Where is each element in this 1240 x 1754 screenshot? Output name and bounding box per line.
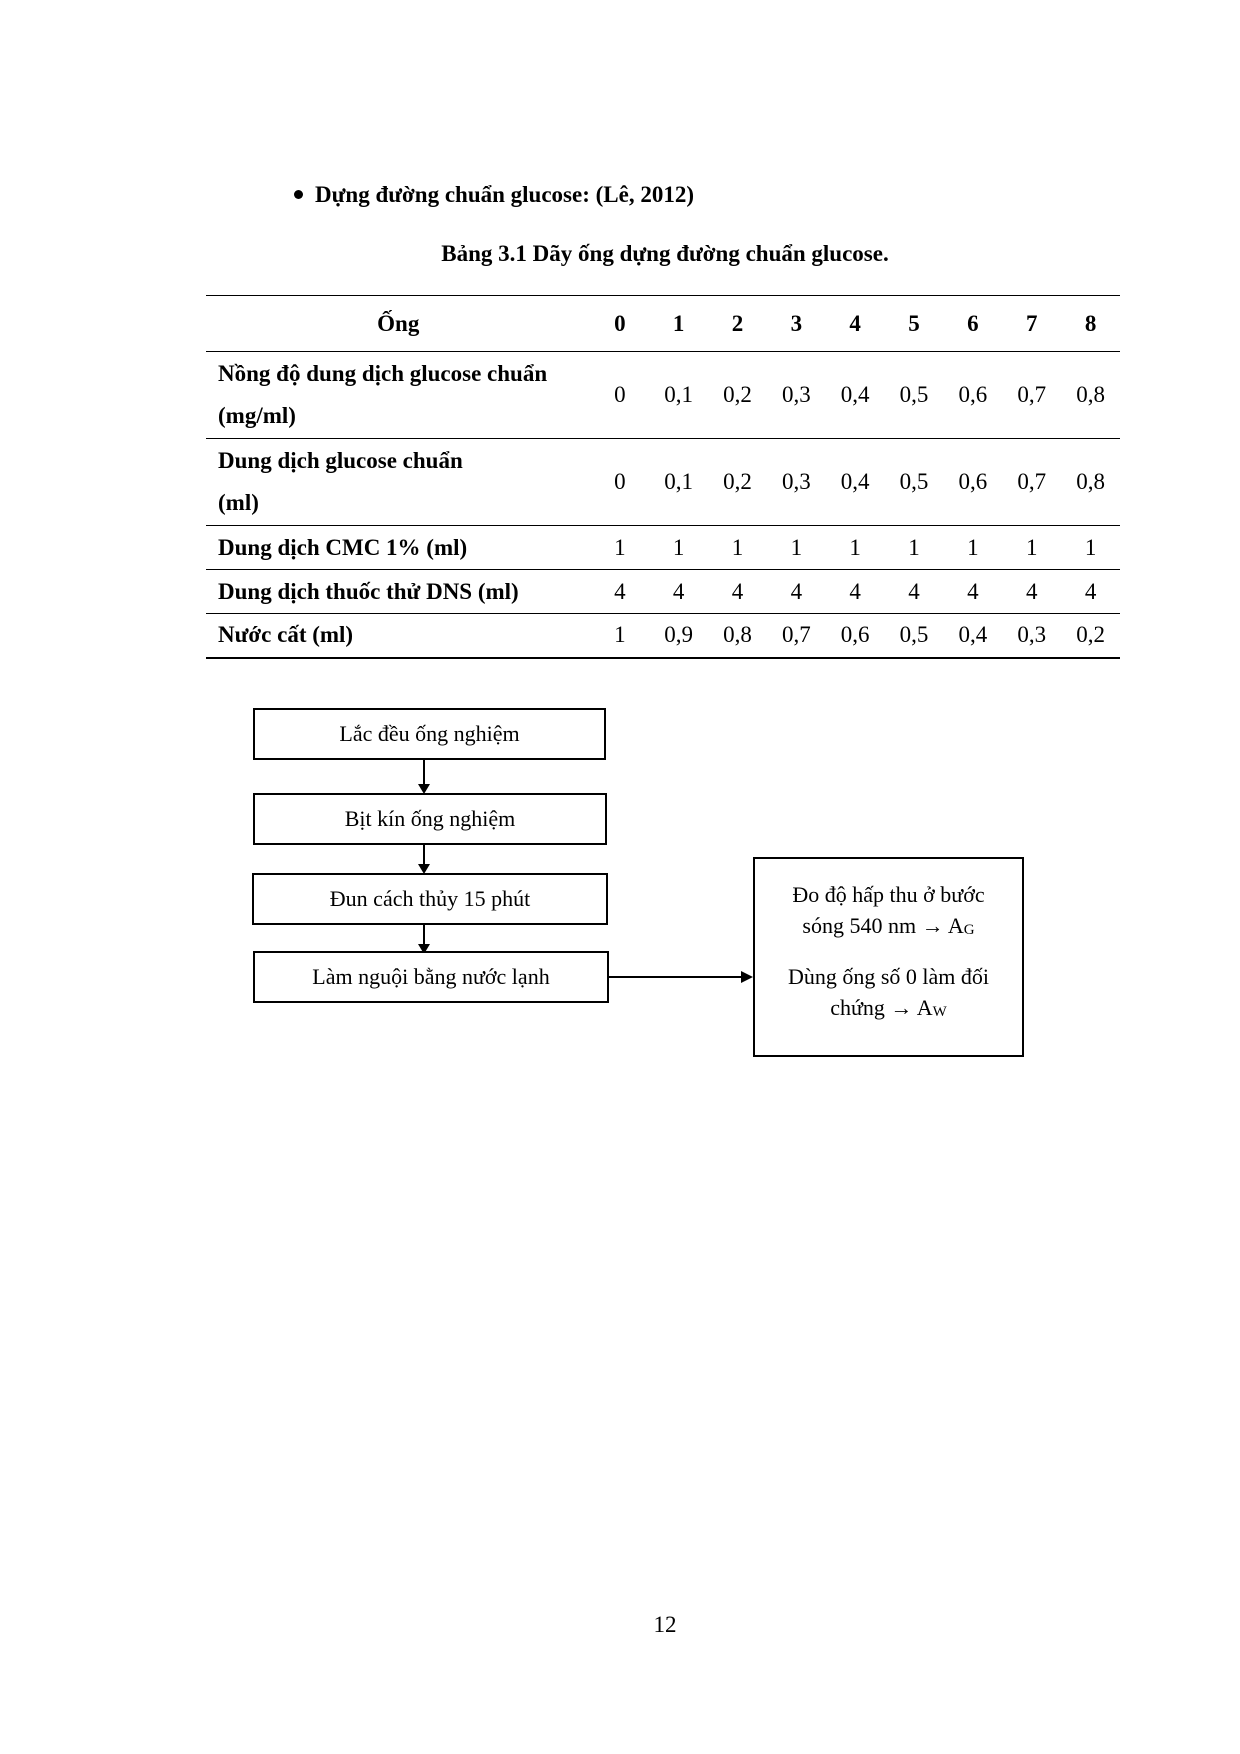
section-heading-text: Dựng đường chuẩn glucose: (Lê, 2012): [315, 182, 694, 207]
table-header-tube: 4: [826, 296, 885, 352]
result-line: chứng → A: [830, 995, 933, 1020]
table-cell: 1: [649, 526, 708, 570]
table-header-tube: 0: [590, 296, 649, 352]
flow-arrow-line: [423, 925, 425, 945]
table-caption: Bảng 3.1 Dãy ống dựng đường chuẩn glucose.: [441, 241, 889, 266]
flow-result-box: [753, 857, 1024, 1057]
row-label-line: Nồng độ dung dịch glucose chuẩn: [218, 361, 548, 386]
table-header-label: Ống: [206, 296, 590, 352]
table-cell: 0,9: [649, 614, 708, 658]
table-cell: 0,8: [708, 614, 767, 658]
result-line: Đo độ hấp thu ở bước: [792, 882, 985, 907]
result-subscript: W: [932, 1004, 947, 1020]
table-cell: 4: [1061, 570, 1120, 614]
table-cell: 4: [943, 570, 1002, 614]
table-cell: 0,7: [1002, 352, 1061, 439]
glucose-standard-table: [206, 295, 1120, 659]
result-line: sóng 540 nm → A: [802, 913, 964, 938]
table-cell: 4: [885, 570, 944, 614]
section-heading: [294, 180, 694, 210]
table-row: [206, 439, 1120, 526]
flow-arrow-line: [609, 976, 742, 978]
table-cell: 1: [943, 526, 1002, 570]
row-label: [206, 352, 590, 439]
table-cell: 0,8: [1061, 352, 1120, 439]
table-cell: 0,4: [826, 352, 885, 439]
table-cell: 0,2: [708, 439, 767, 526]
table-header-row: [206, 296, 1120, 352]
table-cell: 1: [1002, 526, 1061, 570]
table-cell: 1: [590, 526, 649, 570]
table-cell: 4: [826, 570, 885, 614]
table-row: [206, 614, 1120, 658]
flow-step-cool: Làm nguội bằng nước lạnh: [253, 951, 609, 1003]
table-cell: 0,5: [885, 352, 944, 439]
table-cell: 0,6: [826, 614, 885, 658]
row-label-line: Dung dịch glucose chuẩn: [218, 448, 463, 473]
flow-step-seal: Bịt kín ống nghiệm: [253, 793, 607, 845]
table-cell: 0,7: [767, 614, 826, 658]
table-cell: 0,3: [767, 439, 826, 526]
table-cell: 4: [708, 570, 767, 614]
table-cell: 4: [590, 570, 649, 614]
bullet-icon: [294, 190, 303, 199]
result-text: [755, 961, 1022, 1027]
table-cell: 1: [1061, 526, 1120, 570]
flow-arrow-line: [423, 760, 425, 784]
table-cell: 1: [590, 614, 649, 658]
result-text: [755, 879, 1022, 945]
table-cell: 0: [590, 352, 649, 439]
table-cell: 1: [767, 526, 826, 570]
row-label: [206, 439, 590, 526]
table-cell: 4: [767, 570, 826, 614]
table-header-tube: 3: [767, 296, 826, 352]
table-cell: 0,5: [885, 614, 944, 658]
table-header-tube: 8: [1061, 296, 1120, 352]
table-header-tube: 7: [1002, 296, 1061, 352]
row-label-line: (ml): [218, 490, 259, 515]
page-number: 12: [653, 1612, 677, 1637]
table-cell: 1: [708, 526, 767, 570]
table-row: [206, 570, 1120, 614]
table-cell: 0,3: [767, 352, 826, 439]
table-cell: 0,7: [1002, 439, 1061, 526]
table-cell: 0,2: [1061, 614, 1120, 658]
table-header-tube: 1: [649, 296, 708, 352]
table-cell: 0,8: [1061, 439, 1120, 526]
table-row: [206, 352, 1120, 439]
arrow-right-icon: [741, 971, 753, 983]
table-cell: 0,4: [826, 439, 885, 526]
flow-step-shake: Lắc đều ống nghiệm: [253, 708, 606, 760]
table-cell: 0,6: [943, 439, 1002, 526]
table-cell: 4: [649, 570, 708, 614]
table-cell: 4: [1002, 570, 1061, 614]
table-cell: 0: [590, 439, 649, 526]
table-cell: 0,1: [649, 352, 708, 439]
table-header-tube: 5: [885, 296, 944, 352]
table-cell: 0,3: [1002, 614, 1061, 658]
result-subscript: G: [963, 922, 975, 938]
row-label: Nước cất (ml): [206, 614, 590, 658]
row-label: Dung dịch thuốc thử DNS (ml): [206, 570, 590, 614]
flow-step-waterbath: Đun cách thủy 15 phút: [252, 873, 608, 925]
table-header-tube: 6: [943, 296, 1002, 352]
row-label: Dung dịch CMC 1% (ml): [206, 526, 590, 570]
table-header-tube: 2: [708, 296, 767, 352]
table-cell: 0,4: [943, 614, 1002, 658]
table-cell: 1: [885, 526, 944, 570]
table-cell: 0,1: [649, 439, 708, 526]
table-cell: 0,2: [708, 352, 767, 439]
row-label-line: (mg/ml): [218, 403, 296, 428]
table-cell: 0,5: [885, 439, 944, 526]
table-cell: 0,6: [943, 352, 1002, 439]
table-cell: 1: [826, 526, 885, 570]
flow-arrow-line: [423, 845, 425, 865]
result-line: Dùng ống số 0 làm đối: [787, 964, 990, 989]
table-row: [206, 526, 1120, 570]
